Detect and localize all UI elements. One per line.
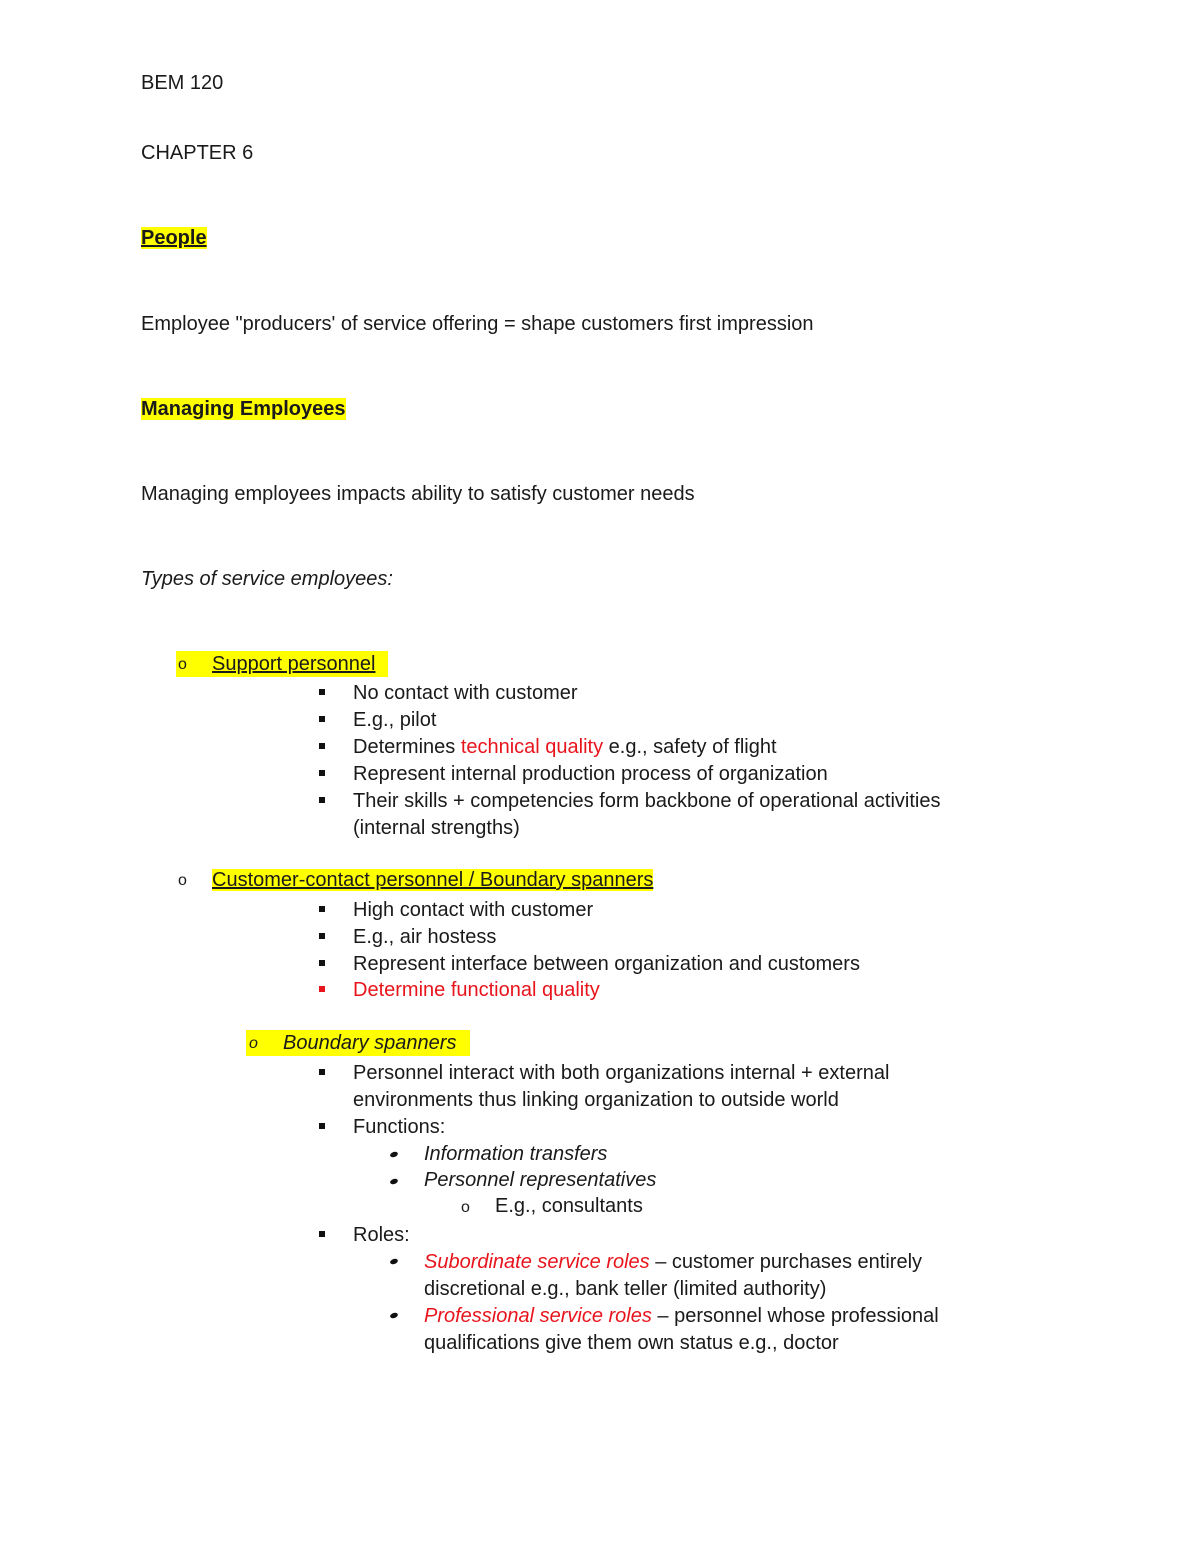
boundary-interact-1: Personnel interact with both organizations internal + external	[353, 1062, 890, 1084]
bullet-dot	[389, 1151, 398, 1158]
boundary-marker: o	[249, 1035, 258, 1052]
managing-heading-text: Managing Employees	[141, 398, 346, 420]
support-item-1: No contact with customer	[353, 682, 578, 704]
support-item-3	[353, 734, 777, 760]
managing-text: Managing employees impacts ability to satisfy customer needs	[141, 483, 695, 505]
determines-suffix: e.g., safety of flight	[603, 736, 777, 758]
role-2-desc: – personnel whose professional	[651, 1305, 939, 1327]
role-2-cont: qualifications give them own status e.g., doctor	[424, 1332, 839, 1354]
function-2: Personnel representatives	[424, 1169, 657, 1191]
contact-title-text: Customer-contact personnel / Boundary spanners	[212, 869, 654, 891]
support-item-4: Represent internal production process of organization	[353, 763, 828, 785]
contact-title	[212, 867, 653, 893]
boundary-title: Boundary spanners	[283, 1032, 457, 1054]
bullet-dot	[389, 1258, 398, 1265]
course-code: BEM 120	[141, 72, 224, 94]
sub-example: E.g., consultants	[495, 1195, 643, 1217]
role-2	[424, 1303, 939, 1329]
bullet-dot	[389, 1312, 398, 1319]
people-text: Employee "producers' of service offering = shape customers first impression	[141, 313, 814, 335]
technical-quality: technical quality	[460, 736, 604, 758]
bullet-square	[319, 906, 325, 912]
role-1	[424, 1249, 922, 1275]
bullet-square	[319, 716, 325, 722]
bullet-dot	[389, 1178, 398, 1185]
bullet-square	[319, 1123, 325, 1129]
boundary-interact-2: environments thus linking organization to outside world	[353, 1089, 839, 1111]
bullet-square	[319, 797, 325, 803]
managing-heading	[141, 396, 346, 422]
bullet-square	[319, 743, 325, 749]
bullet-square	[319, 1231, 325, 1237]
bullet-square	[319, 1069, 325, 1075]
people-heading-text: People	[141, 227, 207, 249]
contact-item-2: E.g., air hostess	[353, 926, 497, 948]
contact-item-1: High contact with customer	[353, 899, 594, 921]
bullet-square-red	[319, 986, 325, 992]
support-marker: o	[178, 656, 187, 673]
determines-prefix: Determines	[353, 736, 461, 758]
support-title: Support personnel	[212, 653, 376, 675]
roles-label: Roles:	[353, 1224, 410, 1246]
functions-label: Functions:	[353, 1116, 446, 1138]
bullet-square	[319, 770, 325, 776]
role-1-name: Subordinate service roles	[424, 1251, 650, 1273]
chapter-title: CHAPTER 6	[141, 142, 254, 164]
role-1-cont: discretional e.g., bank teller (limited authority)	[424, 1278, 827, 1300]
contact-item-3: Represent interface between organization and customers	[353, 953, 860, 975]
support-item-5-cont: (internal strengths)	[353, 817, 520, 839]
support-item-2: E.g., pilot	[353, 709, 437, 731]
role-2-name: Professional service roles	[424, 1305, 652, 1327]
contact-item-red: Determine functional quality	[353, 979, 600, 1001]
role-1-desc: – customer purchases entirely	[649, 1251, 923, 1273]
bullet-square	[319, 960, 325, 966]
sub-marker: o	[461, 1199, 470, 1216]
people-heading	[141, 225, 207, 251]
bullet-square	[319, 689, 325, 695]
bullet-square	[319, 933, 325, 939]
function-1: Information transfers	[424, 1143, 608, 1165]
types-label: Types of service employees:	[141, 568, 393, 590]
contact-marker: o	[178, 872, 187, 889]
support-item-5: Their skills + competencies form backbone of operational activities	[353, 790, 941, 812]
